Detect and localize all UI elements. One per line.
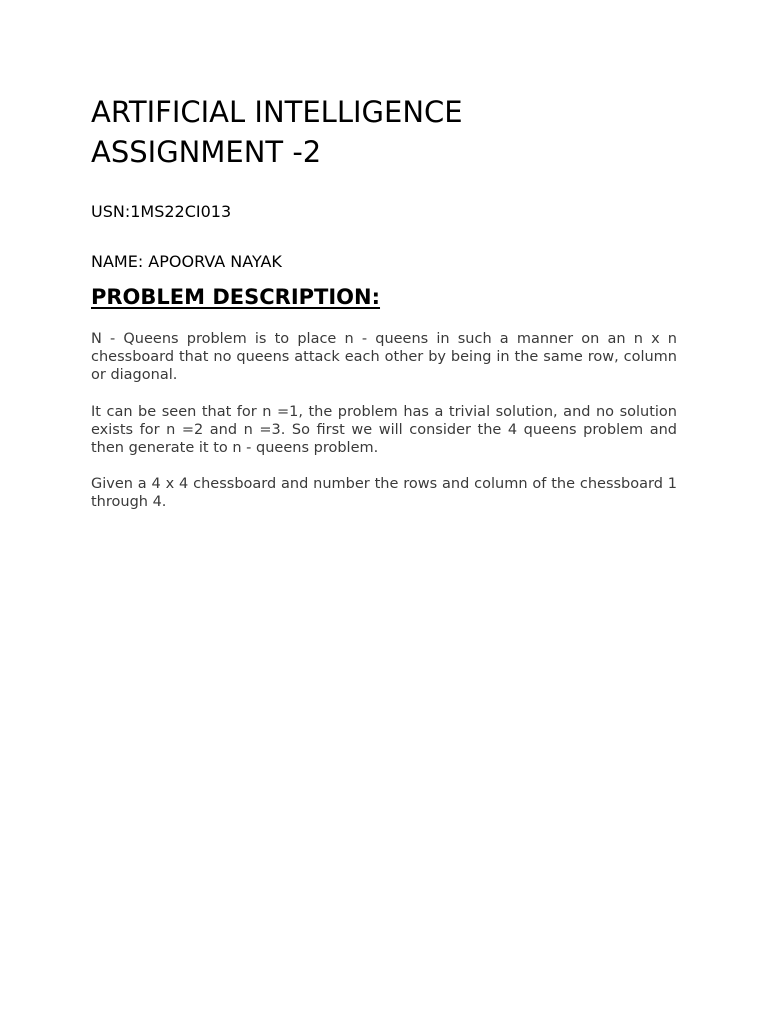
- title-line-1: ARTIFICIAL INTELLIGENCE: [91, 95, 463, 129]
- student-name-text: NAME: APOORVA NAYAK: [91, 252, 282, 271]
- section-heading-problem-description: PROBLEM DESCRIPTION:: [91, 285, 381, 309]
- paragraph-2: It can be seen that for n =1, the problem has a trivial solution, and no solution exists for n =2 and n =3. So first we will consider the 4 queens problem and then generate it to n - queens problem.: [91, 403, 677, 457]
- document-page: [91, 92, 677, 512]
- title-line-2: ASSIGNMENT -2: [91, 135, 322, 169]
- usn-text: USN:1MS22CI013: [91, 202, 232, 221]
- paragraph-3: Given a 4 x 4 chessboard and number the rows and column of the chessboard 1 through 4.: [91, 476, 677, 511]
- paragraph-1: N - Queens problem is to place n - queens in such a manner on an n x n chessboard that no queens attack each other by being in the same row, column or diagonal.: [91, 331, 677, 384]
- document-title: [91, 92, 677, 172]
